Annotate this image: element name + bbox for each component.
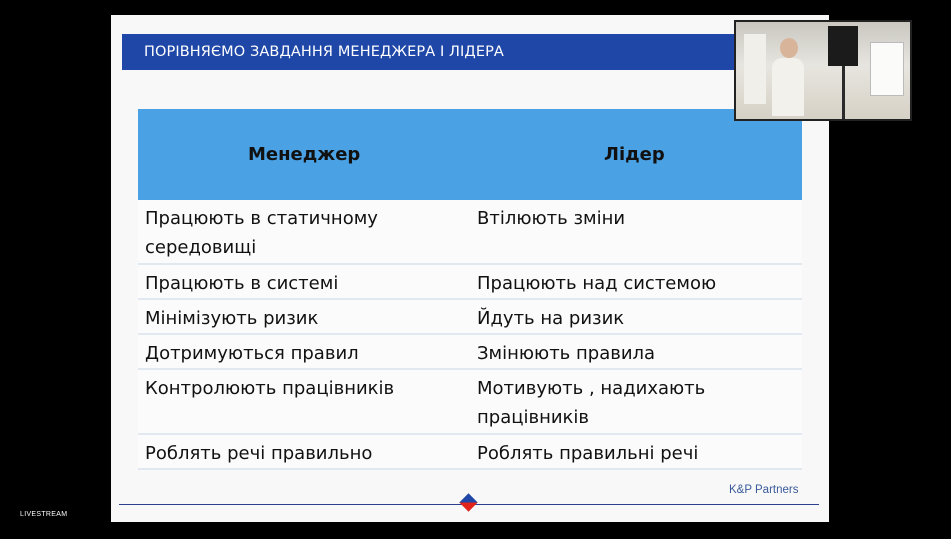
- speaker-stand: [842, 66, 845, 121]
- presenter-head: [780, 38, 798, 58]
- brand-label: K&P Partners: [729, 484, 799, 496]
- leader-cell: Втілюють зміни: [477, 208, 626, 229]
- table-row: [138, 200, 802, 265]
- diamond-logo-icon: [459, 493, 477, 511]
- presenter-body: [772, 58, 804, 116]
- manager-cell: Мінімізують ризик: [145, 308, 319, 329]
- presentation-slide: [111, 15, 829, 522]
- manager-cell: Дотримуються правил: [145, 343, 359, 364]
- table-header: [138, 109, 802, 200]
- table-row: [138, 370, 802, 435]
- webcam-feed: [734, 20, 912, 121]
- manager-cell: Працюють в системі: [145, 273, 339, 294]
- leader-cell: Працюють над системою: [477, 273, 717, 294]
- background-door: [744, 34, 766, 104]
- table-row: [138, 265, 802, 300]
- manager-cell: Роблять речі правильно: [145, 443, 373, 464]
- leader-cell: Йдуть на ризик: [477, 308, 625, 329]
- leader-cell: Мотивують , надихають працівників: [477, 378, 706, 428]
- table-row: [138, 435, 802, 470]
- flipchart-board: [870, 42, 904, 96]
- manager-cell: Працюють в статичному середовищі: [145, 208, 378, 258]
- leader-cell: Змінюють правила: [477, 343, 656, 364]
- comparison-table: [138, 109, 802, 470]
- slide-title-bar: [122, 34, 829, 70]
- speaker-icon: [828, 26, 858, 66]
- table-row: [138, 335, 802, 370]
- manager-cell: Контролюють працівників: [145, 378, 395, 399]
- stream-watermark: LIVESTREAM: [20, 511, 68, 518]
- leader-cell: Роблять правильні речі: [477, 443, 699, 464]
- column-header-manager: Менеджер: [248, 144, 361, 165]
- table-row: [138, 300, 802, 335]
- column-header-leader: Лідер: [604, 144, 665, 165]
- slide-title: ПОРІВНЯЄМО ЗАВДАННЯ МЕНЕДЖЕРА І ЛІДЕРА: [144, 44, 504, 60]
